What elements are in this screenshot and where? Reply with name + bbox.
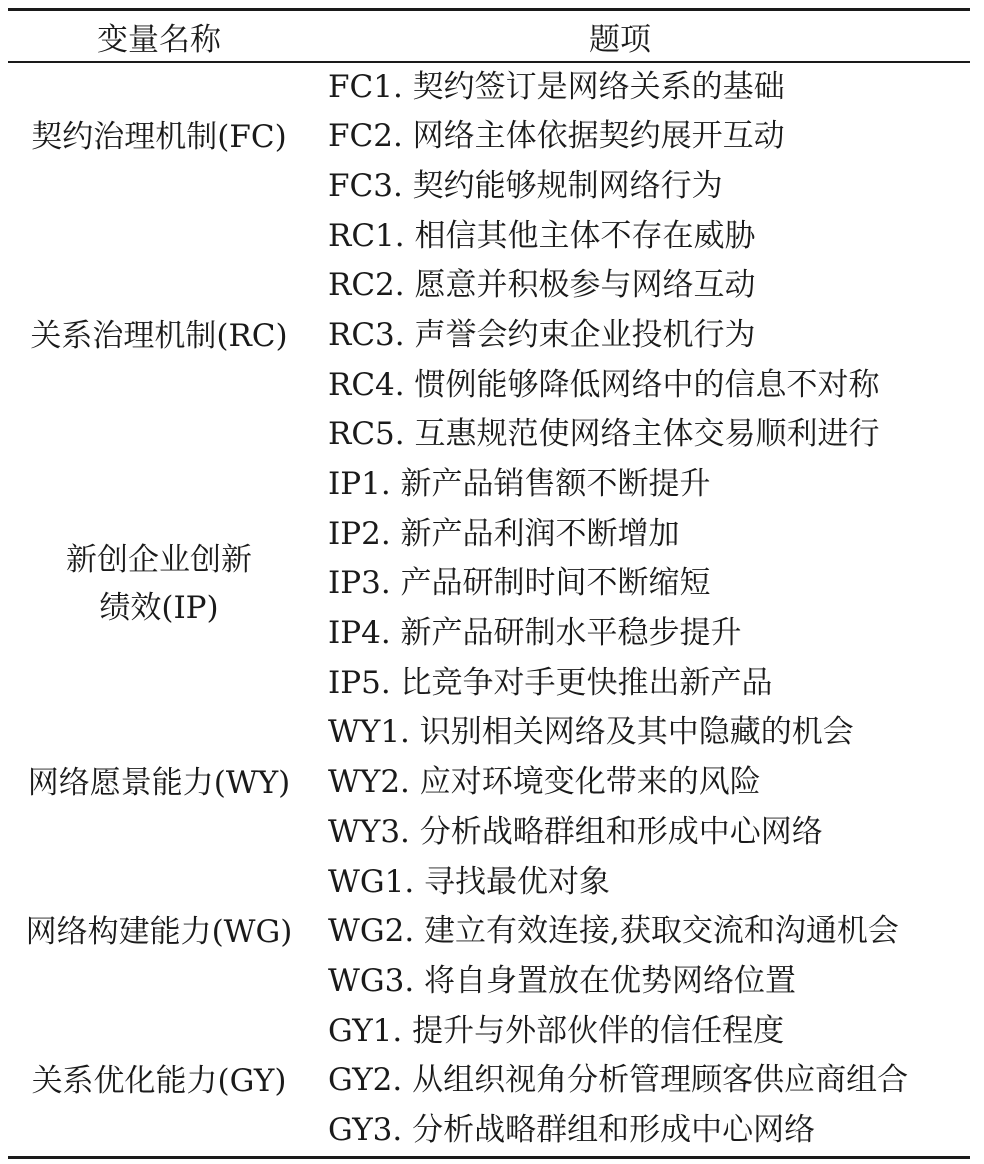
item-row: WG2. 建立有效连接,获取交流和沟通机会: [328, 913, 899, 950]
group-items: [310, 63, 970, 212]
group-variable-label: 新创企业创新 绩效(IP): [66, 542, 252, 627]
group-items: [310, 1007, 970, 1156]
table-header-row: [8, 11, 970, 61]
table-bottom-rule: [8, 1156, 970, 1159]
item-row: IP1. 新产品销售额不断提升: [328, 466, 711, 502]
group-variable-label: 网络构建能力(WG): [25, 914, 293, 951]
item-row: IP2. 新产品利润不断增加: [328, 515, 680, 552]
item-row: GY3. 分析战略群组和形成中心网络: [328, 1111, 816, 1148]
group-variable-label: 关系优化能力(GY): [31, 1063, 287, 1100]
item-row: FC1. 契约签订是网络关系的基础: [328, 68, 785, 105]
header-variable-name: 变量名称: [97, 21, 221, 58]
item-row: RC2. 愿意并积极参与网络互动: [328, 267, 756, 304]
table-group: [8, 708, 970, 857]
group-items: [310, 212, 970, 460]
table-group: [8, 858, 970, 1007]
header-item: 题项: [589, 21, 651, 58]
group-variable-label: 关系治理机制(RC): [30, 317, 288, 354]
item-row: WY1. 识别相关网络及其中隐藏的机会: [328, 714, 854, 751]
item-row: RC1. 相信其他主体不存在威胁: [328, 217, 756, 254]
variable-table: [8, 8, 970, 1159]
item-row: GY1. 提升与外部伙伴的信任程度: [328, 1012, 785, 1049]
table-body: [8, 63, 970, 1156]
item-row: WY3. 分析战略群组和形成中心网络: [328, 813, 823, 850]
item-row: IP4. 新产品研制水平稳步提升: [328, 615, 742, 652]
item-row: GY2. 从组织视角分析管理顾客供应商组合: [328, 1062, 909, 1099]
group-variable-label: 网络愿景能力(WY): [27, 764, 291, 801]
item-row: WG3. 将自身置放在优势网络位置: [328, 962, 797, 999]
group-items: [310, 460, 970, 708]
table-group: [8, 1007, 970, 1156]
item-row: FC3. 契约能够规制网络行为: [328, 167, 723, 204]
item-row: RC3. 声誉会约束企业投机行为: [328, 316, 756, 353]
table-group: [8, 212, 970, 460]
item-row: RC5. 互惠规范使网络主体交易顺利进行: [328, 416, 880, 453]
group-items: [310, 858, 970, 1007]
item-row: WG1. 寻找最优对象: [328, 863, 611, 900]
item-row: IP3. 产品研制时间不断缩短: [328, 565, 711, 602]
table-group: [8, 63, 970, 212]
item-row: RC4. 惯例能够降低网络中的信息不对称: [328, 366, 880, 403]
item-row: FC2. 网络主体依据契约展开互动: [328, 118, 785, 155]
item-row: WY2. 应对环境变化带来的风险: [328, 764, 761, 801]
table-group: [8, 460, 970, 708]
group-items: [310, 708, 970, 857]
group-variable-label: 契约治理机制(FC): [31, 119, 287, 156]
item-row: IP5. 比竞争对手更快推出新产品: [328, 664, 773, 701]
